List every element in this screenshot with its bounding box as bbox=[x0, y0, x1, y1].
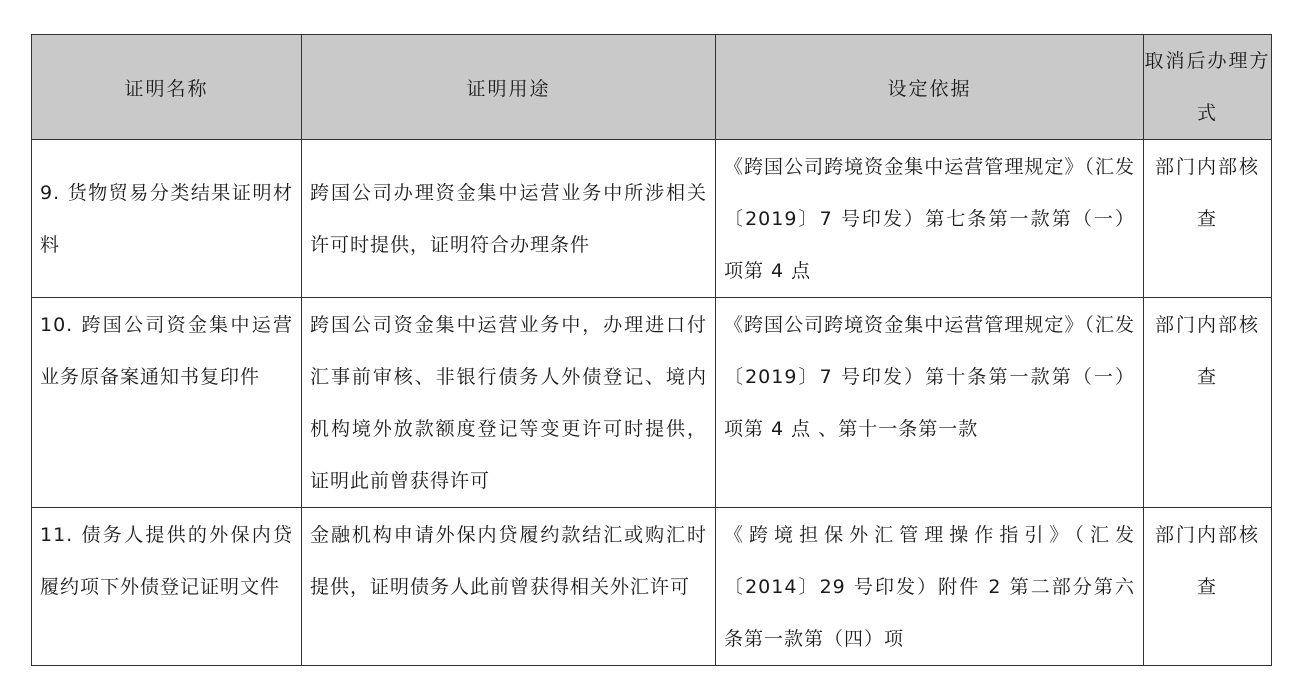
cell-basis bbox=[716, 508, 1144, 666]
header-purpose: 证明用途 bbox=[302, 35, 716, 140]
cell-purpose-text: 金融机构申请外保内贷履约款结汇或购汇时提供，证明债务人此前曾获得相关外汇许可 bbox=[310, 524, 707, 598]
table-row bbox=[32, 298, 1272, 508]
cell-handling-text: 部门内部核查 bbox=[1154, 314, 1260, 388]
table-row bbox=[32, 140, 1272, 298]
cell-handling-text: 部门内部核查 bbox=[1154, 524, 1260, 598]
cell-basis-text: 《跨国公司跨境资金集中运营管理规定》（汇发〔2019〕7 号印发）第七条第一款第（一）项第 4 点 bbox=[724, 156, 1135, 282]
cell-purpose bbox=[302, 508, 716, 666]
cell-basis bbox=[716, 140, 1144, 298]
cell-name bbox=[32, 140, 302, 298]
cell-purpose-text: 跨国公司资金集中运营业务中，办理进口付汇事前审核、非银行债务人外债登记、境内机构境外放款额度登记等变更许可时提供，证明此前曾获得许可 bbox=[310, 314, 707, 492]
header-name: 证明名称 bbox=[32, 35, 302, 140]
cell-handling bbox=[1144, 508, 1272, 666]
cell-name-text: 10. 跨国公司资金集中运营业务原备案通知书复印件 bbox=[40, 314, 293, 388]
cell-purpose-text: 跨国公司办理资金集中运营业务中所涉相关许可时提供，证明符合办理条件 bbox=[310, 182, 707, 256]
cell-handling bbox=[1144, 298, 1272, 508]
cell-purpose bbox=[302, 298, 716, 508]
cell-basis-text: 《跨国公司跨境资金集中运营管理规定》（汇发〔2019〕7 号印发）第十条第一款第（一）项第 4 点 、第十一条第一款 bbox=[724, 314, 1135, 440]
table-row bbox=[32, 508, 1272, 666]
header-handling: 取消后办理方式 bbox=[1144, 35, 1272, 140]
cell-name-text: 9. 货物贸易分类结果证明材料 bbox=[40, 182, 293, 256]
cell-handling-text: 部门内部核查 bbox=[1154, 156, 1260, 230]
header-basis: 设定依据 bbox=[716, 35, 1144, 140]
table-header-row bbox=[32, 35, 1272, 140]
cell-purpose bbox=[302, 140, 716, 298]
cell-name bbox=[32, 298, 302, 508]
certificate-table bbox=[31, 34, 1272, 666]
cell-handling bbox=[1144, 140, 1272, 298]
cell-name-text: 11. 债务人提供的外保内贷履约项下外债登记证明文件 bbox=[40, 524, 293, 598]
cell-basis-text: 《跨境担保外汇管理操作指引》（汇发〔2014〕29 号印发）附件 2 第二部分第六条第一款第（四）项 bbox=[724, 524, 1135, 650]
cell-name bbox=[32, 508, 302, 666]
cell-basis bbox=[716, 298, 1144, 508]
